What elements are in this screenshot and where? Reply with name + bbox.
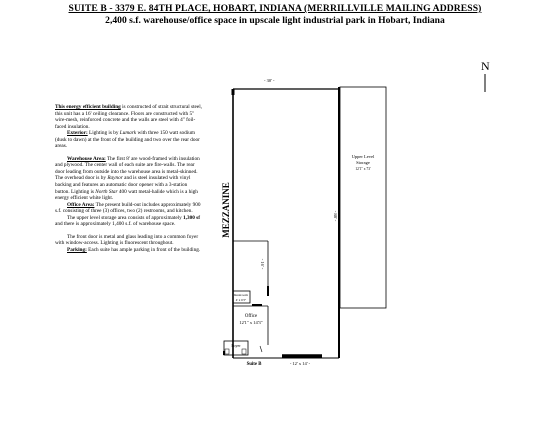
warehouse-text-b: and is steel insulated with vinyl backing and features an automatic door opener with a 3-station button. Lighting is <box>55 175 191 195</box>
dimension-mezzanine: - 16' - <box>260 258 265 270</box>
exterior-brand: Lumark <box>119 130 137 137</box>
north-label: N <box>481 59 490 73</box>
exterior-text-b: with three 150 watt sodium (dusk to dawn) at the front of the building and two over the rear door areas. <box>55 130 200 150</box>
warehouse-text-c: 400 watt metal-halide which is a high energy efficient white light. <box>55 188 198 202</box>
restroom-label: Restroom <box>234 293 248 297</box>
upper-level-storage-area <box>340 87 386 308</box>
warehouse-brand-2: North Star <box>95 188 118 195</box>
dimension-overhead-door: - 12' x 14' - <box>289 361 311 366</box>
parking-heading: Parking: <box>67 246 87 253</box>
warehouse-brand-1: Raynor <box>107 175 123 182</box>
foyer-label: Foyer <box>231 343 241 348</box>
office-size: 12'1" x 14'3" <box>239 320 263 325</box>
restroom-size: 4' x 6'3" <box>235 298 247 302</box>
mezzanine-label: MEZZANINE <box>221 182 231 238</box>
storage-size: 12'1" x 73' <box>355 167 371 171</box>
storage-label-line1: Upper Level <box>351 154 375 159</box>
foyer-window-right <box>242 349 246 354</box>
intro-heading: This energy efficient building <box>55 104 121 110</box>
entry-text: The front door is metal and glass leading into a common foyer with window-access. Lighting is fluorescent throughout. <box>55 233 199 247</box>
office-heading: Office Area: <box>67 201 95 208</box>
warehouse-heading: Warehouse Area: <box>67 155 106 162</box>
warehouse-text-a: The first 8' are wood-framed with insulation and plywood. The center wall of each suite are fire-walls. The rear door leading from outside into the warehouse area is metal-skinned. The overhead door is by <box>55 155 200 182</box>
warehouse-sf: 1,400 <box>112 221 124 228</box>
exterior-text-a: Lighting is by <box>87 130 120 137</box>
storage-text-b: and there is approximately <box>55 221 113 228</box>
dimension-length: - 88' - <box>333 210 338 222</box>
storage-text-a: The upper level storage area consists of approximately <box>67 214 184 221</box>
office-door-swing <box>260 346 262 352</box>
parking-text: Each suite has ample parking in front of the building. <box>86 246 201 253</box>
office-label: Office <box>244 314 258 319</box>
listing-address-title: SUITE B - 3379 E. 84TH PLACE, HOBART, INDIANA (MERRILLVILLE MAILING ADDRESS) <box>68 3 482 14</box>
listing-subtitle: 2,400 s.f. warehouse/office space in upscale light industrial park in Hobart, Indiana <box>105 15 445 26</box>
suite-label: Suite B <box>246 362 262 367</box>
storage-sf: 1,300 sf <box>183 214 200 221</box>
foyer-window-left <box>225 349 229 354</box>
intro-text: is constructed of strait structural steel, this unit has a 16' ceiling clearance. Floors are constructed with 5" wire-mesh, reinforced concrete and the walls are steel with 4" foil-faced insulation. <box>55 104 202 130</box>
office-text-a: The present build-out includes approximately 900 s.f. consisting of three (3) offices, two (2) restrooms, and kitchen. <box>55 201 201 215</box>
exterior-heading: Exterior: <box>67 130 88 137</box>
storage-text-c: s.f. of warehouse space. <box>123 221 176 228</box>
storage-label-line2: Storage <box>356 160 370 165</box>
dimension-width: - 30' - <box>264 78 275 83</box>
